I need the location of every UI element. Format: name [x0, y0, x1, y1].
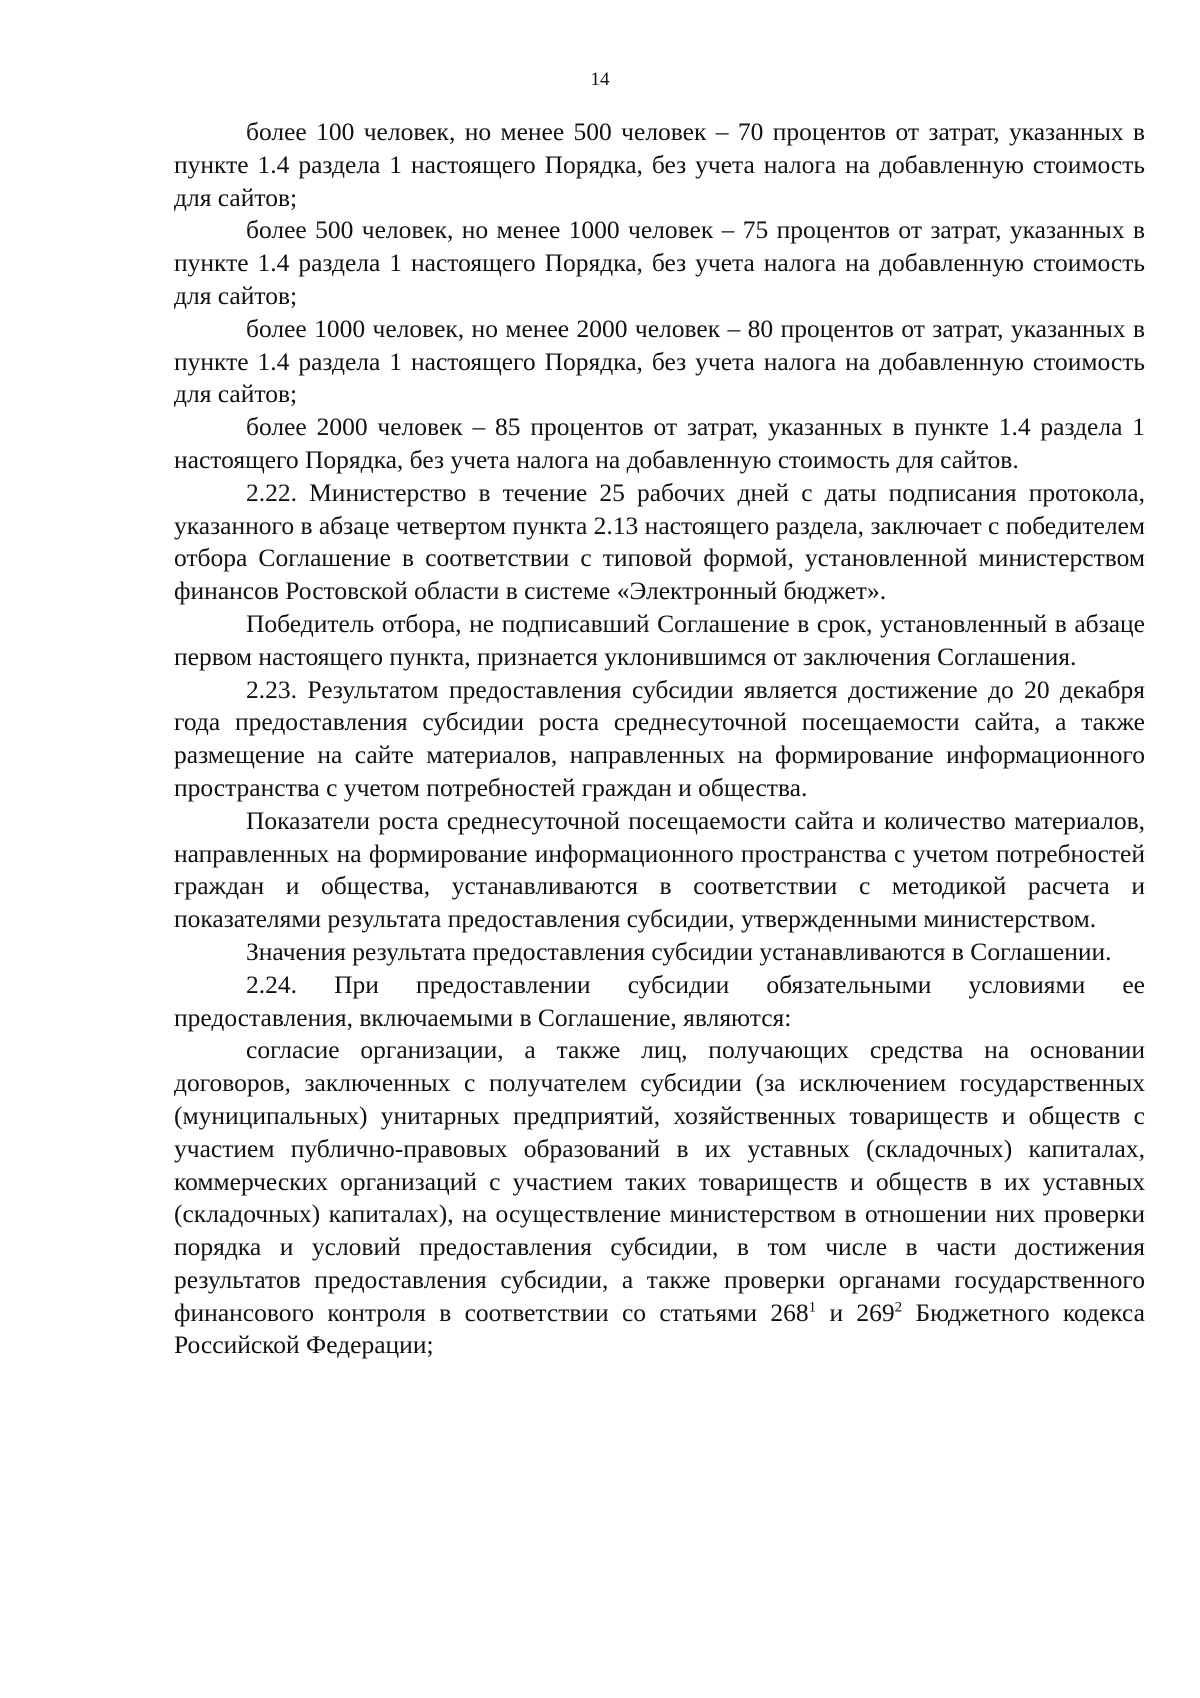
- paragraph-2-22: 2.22. Министерство в течение 25 рабочих дней с даты подписания протокола, указанного в абзаце четвертом пункта 2.13 настоящего раздела, заключает с победителем отбора Соглашение в соответствии с типовой формой, установленной министерством финансов Ростовской области в системе «Электронный бюджет».: [174, 477, 1145, 606]
- paragraph: более 1000 человек, но менее 2000 человек – 80 процентов от затрат, указанных в пункте 1.4 раздела 1 настоящего Порядка, без учета налога на добавленную стоимость для сайтов;: [174, 313, 1145, 409]
- paragraph: более 2000 человек – 85 процентов от затрат, указанных в пункте 1.4 раздела 1 настоящего Порядка, без учета налога на добавленную стоимость для сайтов.: [174, 412, 1145, 474]
- paragraph-text-middle: и 269: [816, 1297, 895, 1327]
- paragraph: более 500 человек, но менее 1000 человек – 75 процентов от затрат, указанных в пункте 1.4 раздела 1 настоящего Порядка, без учета налога на добавленную стоимость для сайтов;: [174, 215, 1145, 310]
- document-body: [174, 116, 1145, 1362]
- paragraph: Показатели роста среднесуточной посещаемости сайта и количество материалов, направленных на формирование информационного пространства с учетом потребностей граждан и общества, устанавливаются в соответствии с методикой расчета и показателями результата предоставления субсидии, утвержденными министерством.: [174, 805, 1145, 934]
- paragraph: Победитель отбора, не подписавший Соглашение в срок, установленный в абзаце первом настоящего пункта, признается уклонившимся от заключения Соглашения.: [174, 608, 1145, 671]
- superscript: 1: [808, 1299, 817, 1316]
- paragraph-2-24: 2.24. При предоставлении субсидии обязательными условиями ее предоставления, включаемыми в Соглашение, являются:: [174, 969, 1145, 1032]
- paragraph: Значения результата предоставления субсидии устанавливаются в Соглашении.: [246, 936, 1112, 966]
- paragraph-text-start: согласие организации, а также лиц, получающих средства на основании договоров, заключенных с получателем субсидии (за исключением государственных (муниципальных) унитарных предприятий, хозяйственных товариществ и обществ с участием публично-правовых образований в их уставных (складочных) капиталах, коммерческих организаций с участием таких товариществ и обществ в их уставных (складочных) капиталах), на осуществление министерством в отношении них проверки порядка и условий предоставления субсидии, в том числе в части достижения результатов предоставления субсидии, а также проверки органами государственного финансового контроля в соответствии со статьями 268: [174, 1035, 1145, 1327]
- superscript: 2: [894, 1299, 903, 1316]
- paragraph-2-23: 2.23. Результатом предоставления субсидии является достижение до 20 декабря года предоставления субсидии роста среднесуточной посещаемости сайта, а также размещение на сайте материалов, направленных на формирование информационного пространства с учетом потребностей граждан и общества.: [174, 674, 1145, 802]
- paragraph-consent: [174, 1034, 1145, 1362]
- paragraph: более 100 человек, но менее 500 человек – 70 процентов от затрат, указанных в пункте 1.4 раздела 1 настоящего Порядка, без учета налога на добавленную стоимость для сайтов;: [174, 117, 1145, 212]
- paragraph-text-end: Бюджетного кодекса Российской Федерации;: [174, 1297, 1145, 1360]
- page-number: 14: [590, 69, 610, 90]
